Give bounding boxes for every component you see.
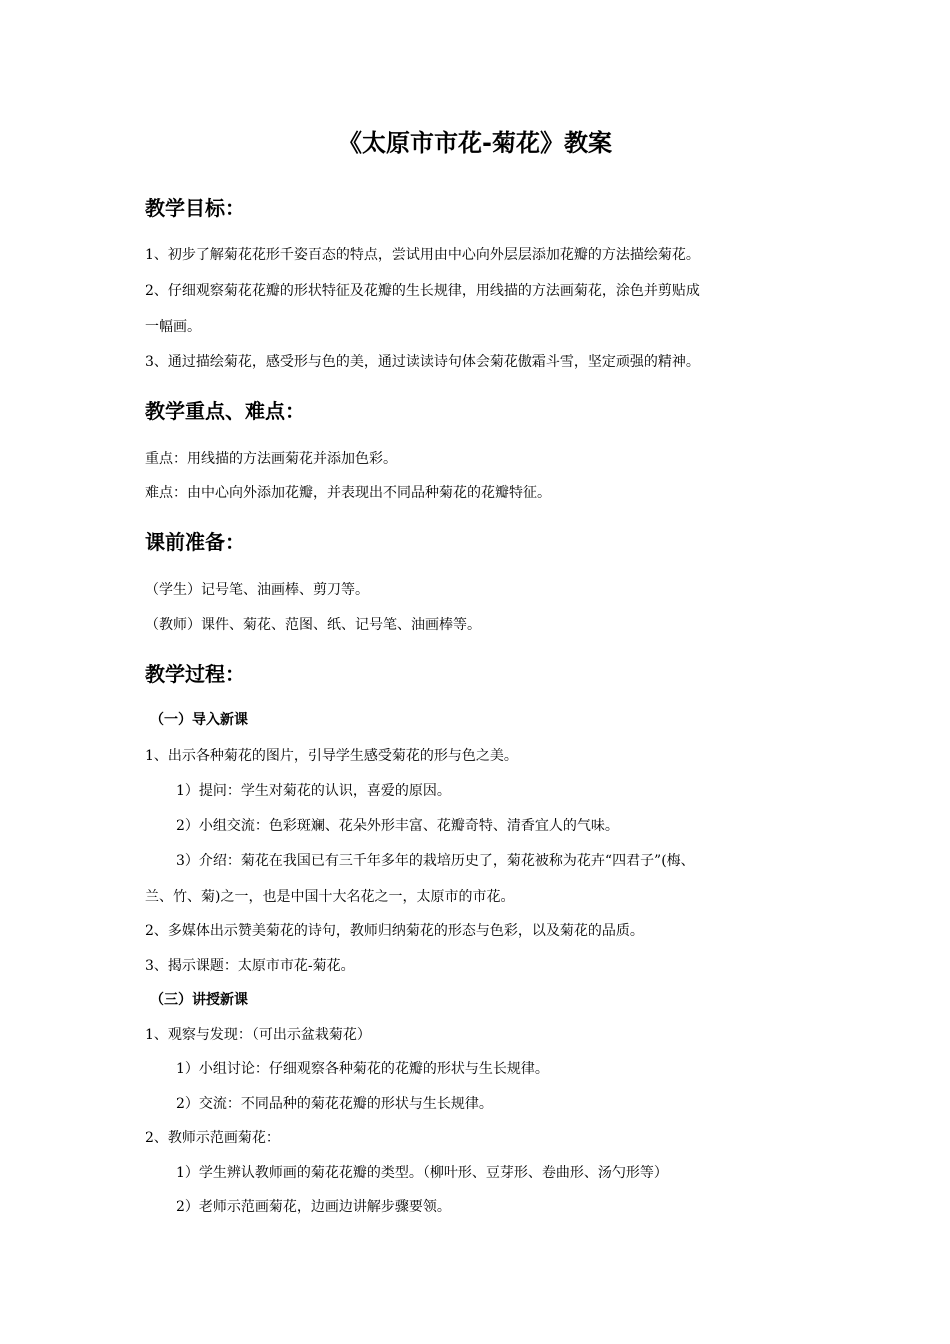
process-line: 1、观察与发现：（可出示盆栽菊花） xyxy=(145,1027,371,1043)
process-line: 2、多媒体出示赞美菊花的诗句，教师归纳菊花的形态与色彩，以及菊花的品质。 xyxy=(145,923,644,939)
process-line: 2）小组交流：色彩斑斓、花朵外形丰富、花瓣奇特、清香宜人的气味。 xyxy=(176,818,619,834)
objective-line: 一幅画。 xyxy=(145,319,201,335)
preparation-line: （教师）课件、菊花、范图、纸、记号笔、油画棒等。 xyxy=(145,617,481,633)
process-line: 2、教师示范画菊花： xyxy=(145,1130,280,1146)
process-line: 1）学生辨认教师画的菊花花瓣的类型。（柳叶形、豆芽形、卷曲形、汤勺形等） xyxy=(176,1165,668,1181)
keypoint-line: 重点：用线描的方法画菊花并添加色彩。 xyxy=(145,451,397,467)
process-line: 3）介绍：菊花在我国已有三千年多年的栽培历史了，菊花被称为花卉“四君子”(梅、 xyxy=(176,853,695,869)
heading-objectives: 教学目标： xyxy=(145,196,245,220)
keypoint-line: 难点：由中心向外添加花瓣，并表现出不同品种菊花的花瓣特征。 xyxy=(145,485,551,501)
process-line: 2）交流：不同品种的菊花花瓣的形状与生长规律。 xyxy=(176,1096,493,1112)
heading-process: 教学过程： xyxy=(145,662,245,686)
heading-preparation: 课前准备： xyxy=(145,530,245,554)
process-line: 1、出示各种菊花的图片，引导学生感受菊花的形与色之美。 xyxy=(145,748,518,764)
subheading-part2: （三）讲授新课 xyxy=(150,992,248,1008)
preparation-line: （学生）记号笔、油画棒、剪刀等。 xyxy=(145,582,369,598)
process-line: 3、揭示课题：太原市市花-菊花。 xyxy=(145,958,355,974)
objective-line: 1、初步了解菊花花形千姿百态的特点，尝试用由中心向外层层添加花瓣的方法描绘菊花。 xyxy=(145,247,700,263)
process-line: 1）提问：学生对菊花的认识，喜爱的原因。 xyxy=(176,783,451,799)
process-line: 2）老师示范画菊花，边画边讲解步骤要领。 xyxy=(176,1199,451,1215)
objective-line: 2、仔细观察菊花花瓣的形状特征及花瓣的生长规律，用线描的方法画菊花，涂色并剪贴成 xyxy=(145,283,700,299)
objective-line: 3、通过描绘菊花，感受形与色的美，通过读读诗句体会菊花傲霜斗雪，坚定顽强的精神。 xyxy=(145,354,700,370)
subheading-part1: （一）导入新课 xyxy=(150,712,248,728)
process-line: 兰、竹、菊)之一，也是中国十大名花之一，太原市的市花。 xyxy=(145,889,515,905)
process-line: 1）小组讨论：仔细观察各种菊花的花瓣的形状与生长规律。 xyxy=(176,1061,549,1077)
heading-keypoints: 教学重点、难点： xyxy=(145,399,305,423)
document-title: 《太原市市花-菊花》教案 xyxy=(338,129,612,157)
